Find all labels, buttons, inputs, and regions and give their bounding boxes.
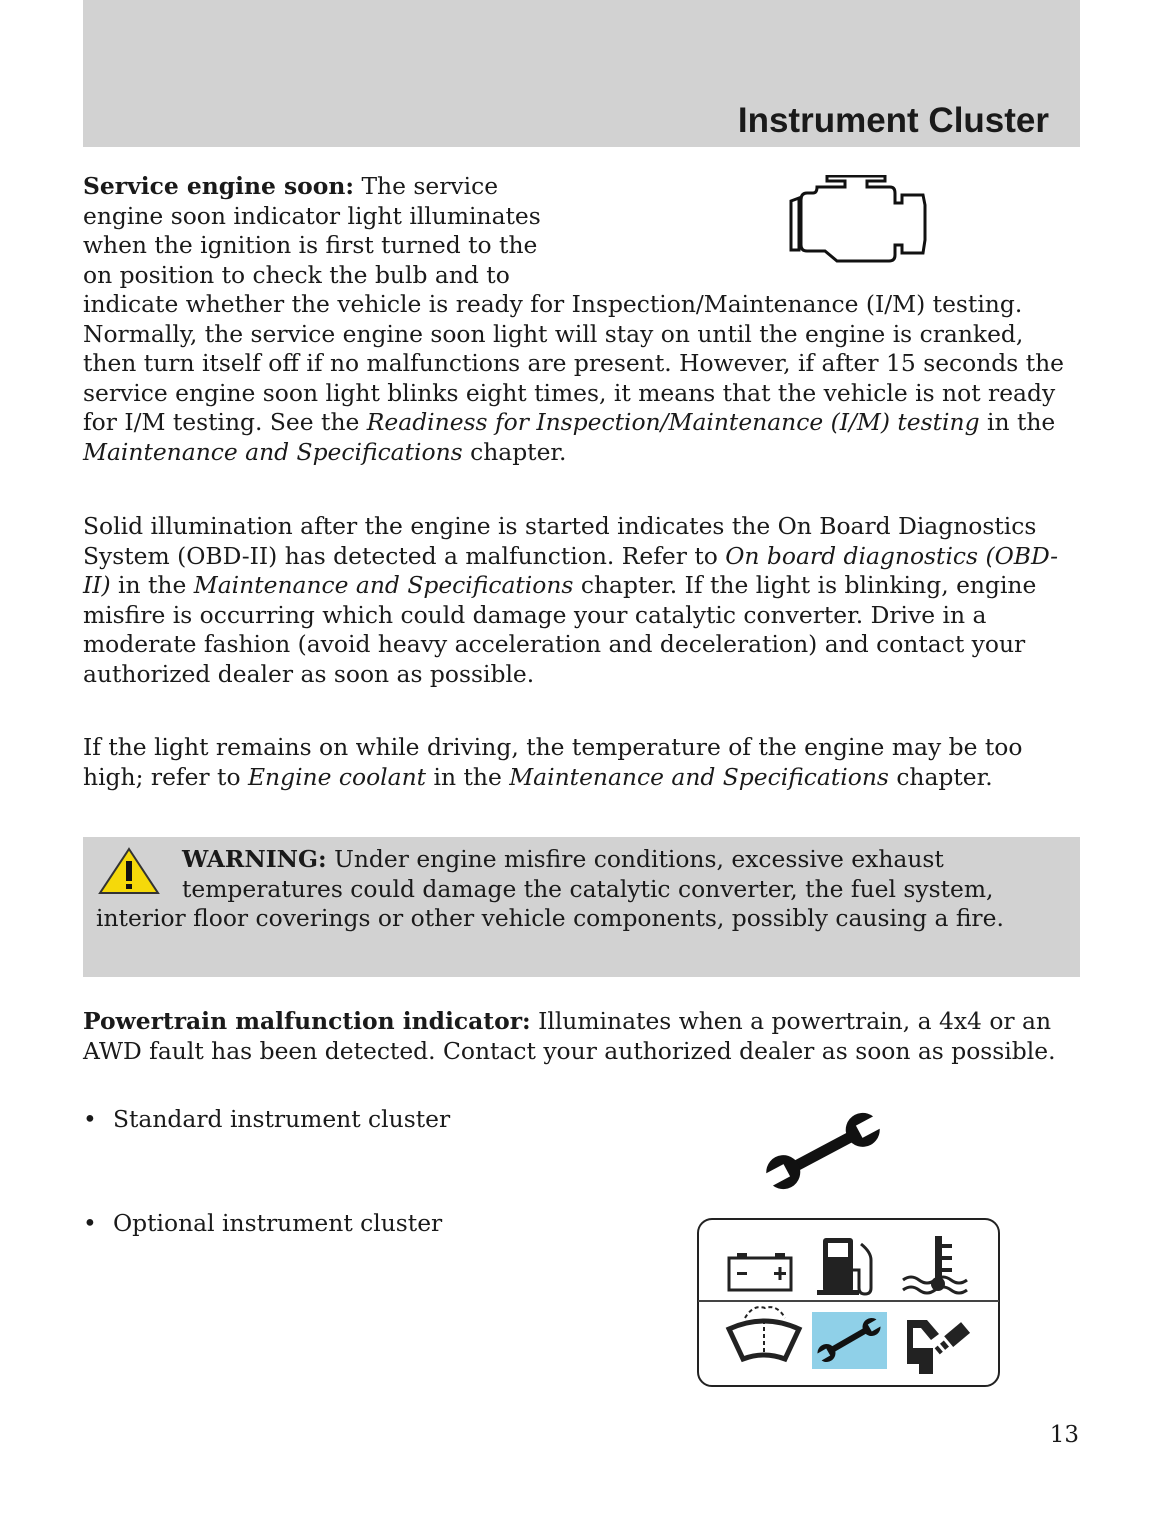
section-title: Instrument Cluster [737,101,1049,140]
obd-paragraph [83,512,1080,689]
bullet-standard-cluster: • Standard instrument cluster [83,1105,451,1133]
warning-box [83,837,1080,977]
text-run: chapter. [462,437,567,466]
bullet-optional-cluster: • Optional instrument cluster [83,1209,443,1237]
temperature-paragraph [83,733,1080,792]
cross-reference: Engine coolant [247,762,427,791]
service-engine-soon-paragraph [83,172,1080,467]
page-number: 13 [1049,1422,1079,1448]
text-run: in the [426,762,510,791]
text-run: in the [979,408,1056,436]
cross-reference: Maintenance and Specifications [509,762,889,791]
powertrain-paragraph [83,1007,1080,1066]
cross-reference: Maintenance and Specifications [83,437,463,466]
warning-text [96,845,1066,934]
battery-icon [729,1253,791,1290]
text-run: chapter. If the light is blinking, engine misfire is occurring which could damage your catalytic converter. Drive in a moderate fashion (avoid heavy acceleration and deceleration) and contact your authorized dealer as soon as possible. [83,571,1037,688]
lead-in-label: Powertrain malfunction indicator: [83,1007,531,1035]
text-run: If the light remains on while driving, the temperature of the engine may be too high; refer to [83,733,1023,791]
cross-reference: Maintenance and Specifications [193,571,574,599]
lead-in-label: Service engine soon: [83,172,355,200]
warning-triangle-icon [96,845,182,897]
wrench-icon [760,1110,886,1192]
optional-cluster-panel [697,1218,1000,1387]
text-run: Illuminates when a powertrain, a 4x4 or an AWD fault has been detected. Contact your authorized dealer as soon as possible. [83,1007,1056,1065]
page-header [83,0,1080,147]
cross-reference: On board diagnostics (OBD-II) [83,541,1059,599]
text-run: The service engine soon indicator light illuminates when the ignition is first turned to the on position to check the bulb and to indicate whether the vehicle is ready for Inspection/Maintenance (I/M) testing. Normally, the service engine soon light will stay on until the engine is cranked, then turn itself off if no malfunctions are present. However, if after 15 seconds the service engine soon light blinks eight times, it means that the vehicle is not ready for I/M testing. See the [83,172,1065,436]
lead-in-label: WARNING: [182,845,327,873]
text-run: in the [110,571,194,599]
text-run: Solid illumination after the engine is started indicates the On Board Diagnostics System (OBD-II) has detected a malfunction. Refer to [83,512,1037,570]
cross-reference: Readiness for Inspection/Maintenance (I/M) testing [366,408,980,436]
text-run: chapter. [888,762,993,791]
text-run: Under engine misfire conditions, excessive exhaust temperatures could damage the catalytic converter, the fuel system, interior floor coverings or other vehicle components, possibly causing a fire. [96,845,1004,932]
check-engine-icon [785,175,930,265]
